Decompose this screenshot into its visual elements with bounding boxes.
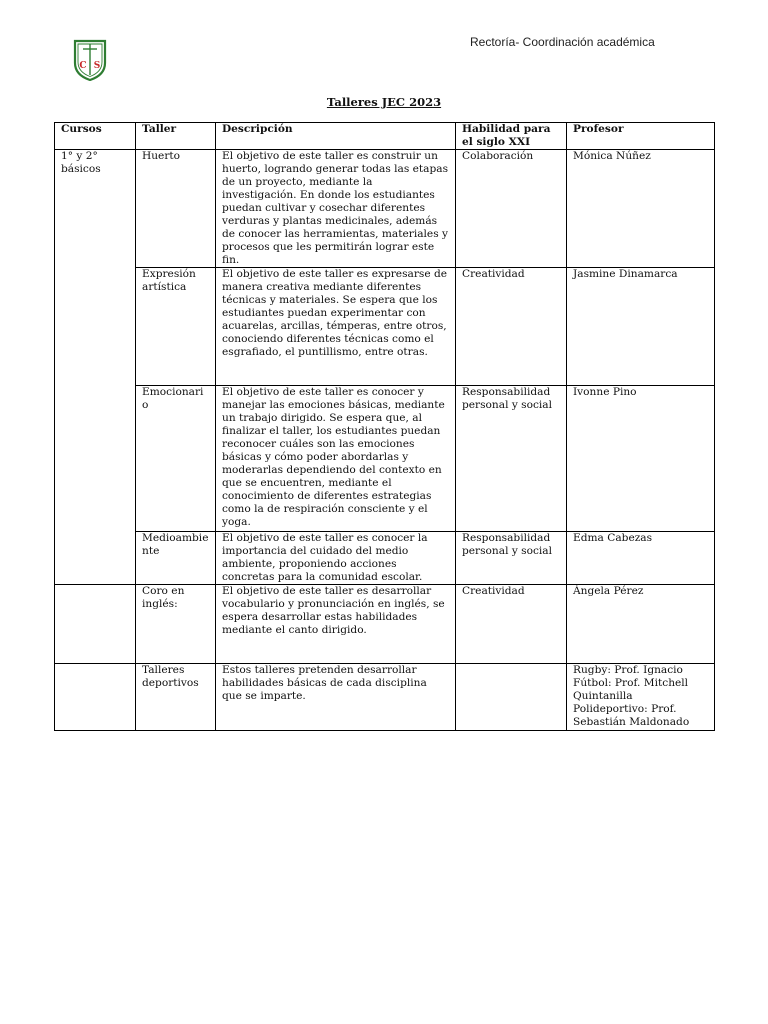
skill-cell: Colaboración [456,150,567,268]
column-header-cursos: Cursos [55,123,136,150]
document-title: Talleres JEC 2023 [326,95,442,109]
taller-cell: Coro en inglés: [136,585,216,664]
description-cell: El objetivo de este taller es expresarse de manera creativa mediante diferentes técnicas y materiales. Se espera que los estudiantes puedan experimentar con acuarelas, arcillas, témperas, entre otros, conociendo diferentes técnicas como el esgrafiado, el puntillismo, entre otras. [216,268,456,386]
column-header-descripcion: Descripción [216,123,456,150]
institution-header: Rectoría- Coordinación académica [470,35,655,49]
skill-cell: Responsabilidad personal y social [456,386,567,532]
teacher-cell: Ángela Pérez [567,585,715,664]
teacher-cell: Jasmine Dinamarca [567,268,715,386]
table-row [55,664,715,731]
teacher-cell: Rugby: Prof. Ignacio Fútbol: Prof. Mitchell Quintanilla Polideportivo: Prof. Sebastián Maldonado [567,664,715,731]
teacher-cell: Mónica Núñez [567,150,715,268]
taller-cell: Huerto [136,150,216,268]
workshops-table [54,122,715,731]
skill-cell: Creatividad [456,268,567,386]
teacher-cell: Ivonne Pino [567,386,715,532]
taller-cell: Medioambiente [136,532,216,585]
column-header-profesor: Profesor [567,123,715,150]
description-cell: Estos talleres pretenden desarrollar habilidades básicas de cada disciplina que se imparte. [216,664,456,731]
course-cell: 1° y 2° básicos [55,150,136,585]
column-header-taller: Taller [136,123,216,150]
taller-cell: Emocionario [136,386,216,532]
svg-text:S: S [93,61,101,71]
description-cell: El objetivo de este taller es desarrollar vocabulario y pronunciación en inglés, se espera desarrollar estas habilidades mediante el canto dirigido. [216,585,456,664]
taller-cell: Expresión artística [136,268,216,386]
course-cell-empty [55,585,136,664]
course-cell-empty [55,664,136,731]
skill-cell: Responsabilidad personal y social [456,532,567,585]
skill-cell: Creatividad [456,585,567,664]
table-row [55,150,715,268]
table-row [55,532,715,585]
table-header-row [55,123,715,150]
school-crest-logo [73,39,107,81]
skill-cell [456,664,567,731]
table-row [55,585,715,664]
description-cell: El objetivo de este taller es construir un huerto, logrando generar todas las etapas de un proyecto, mediante la investigación. En donde los estudiantes puedan cultivar y cosechar diferentes verduras y plantas medicinales, además de conocer las herramientas, materiales y procesos que les permitirán lograr este fin. [216,150,456,268]
table-row [55,268,715,386]
teacher-cell: Edma Cabezas [567,532,715,585]
taller-cell: Talleres deportivos [136,664,216,731]
column-header-habilidad: Habilidad para el siglo XXI [456,123,567,150]
table-row [55,386,715,532]
description-cell: El objetivo de este taller es conocer y manejar las emociones básicas, mediante un trabajo dirigido. Se espera que, al finalizar el taller, los estudiantes puedan reconocer cuáles son las emociones básicas y cómo poder abordarlas y moderarlas dependiendo del contexto en que se encuentren, mediante el conocimiento de diferentes estrategias como la de respiración consciente y el yoga. [216,386,456,532]
svg-text:C: C [79,61,87,71]
description-cell: El objetivo de este taller es conocer la importancia del cuidado del medio ambiente, proponiendo acciones concretas para la comunidad escolar. [216,532,456,585]
